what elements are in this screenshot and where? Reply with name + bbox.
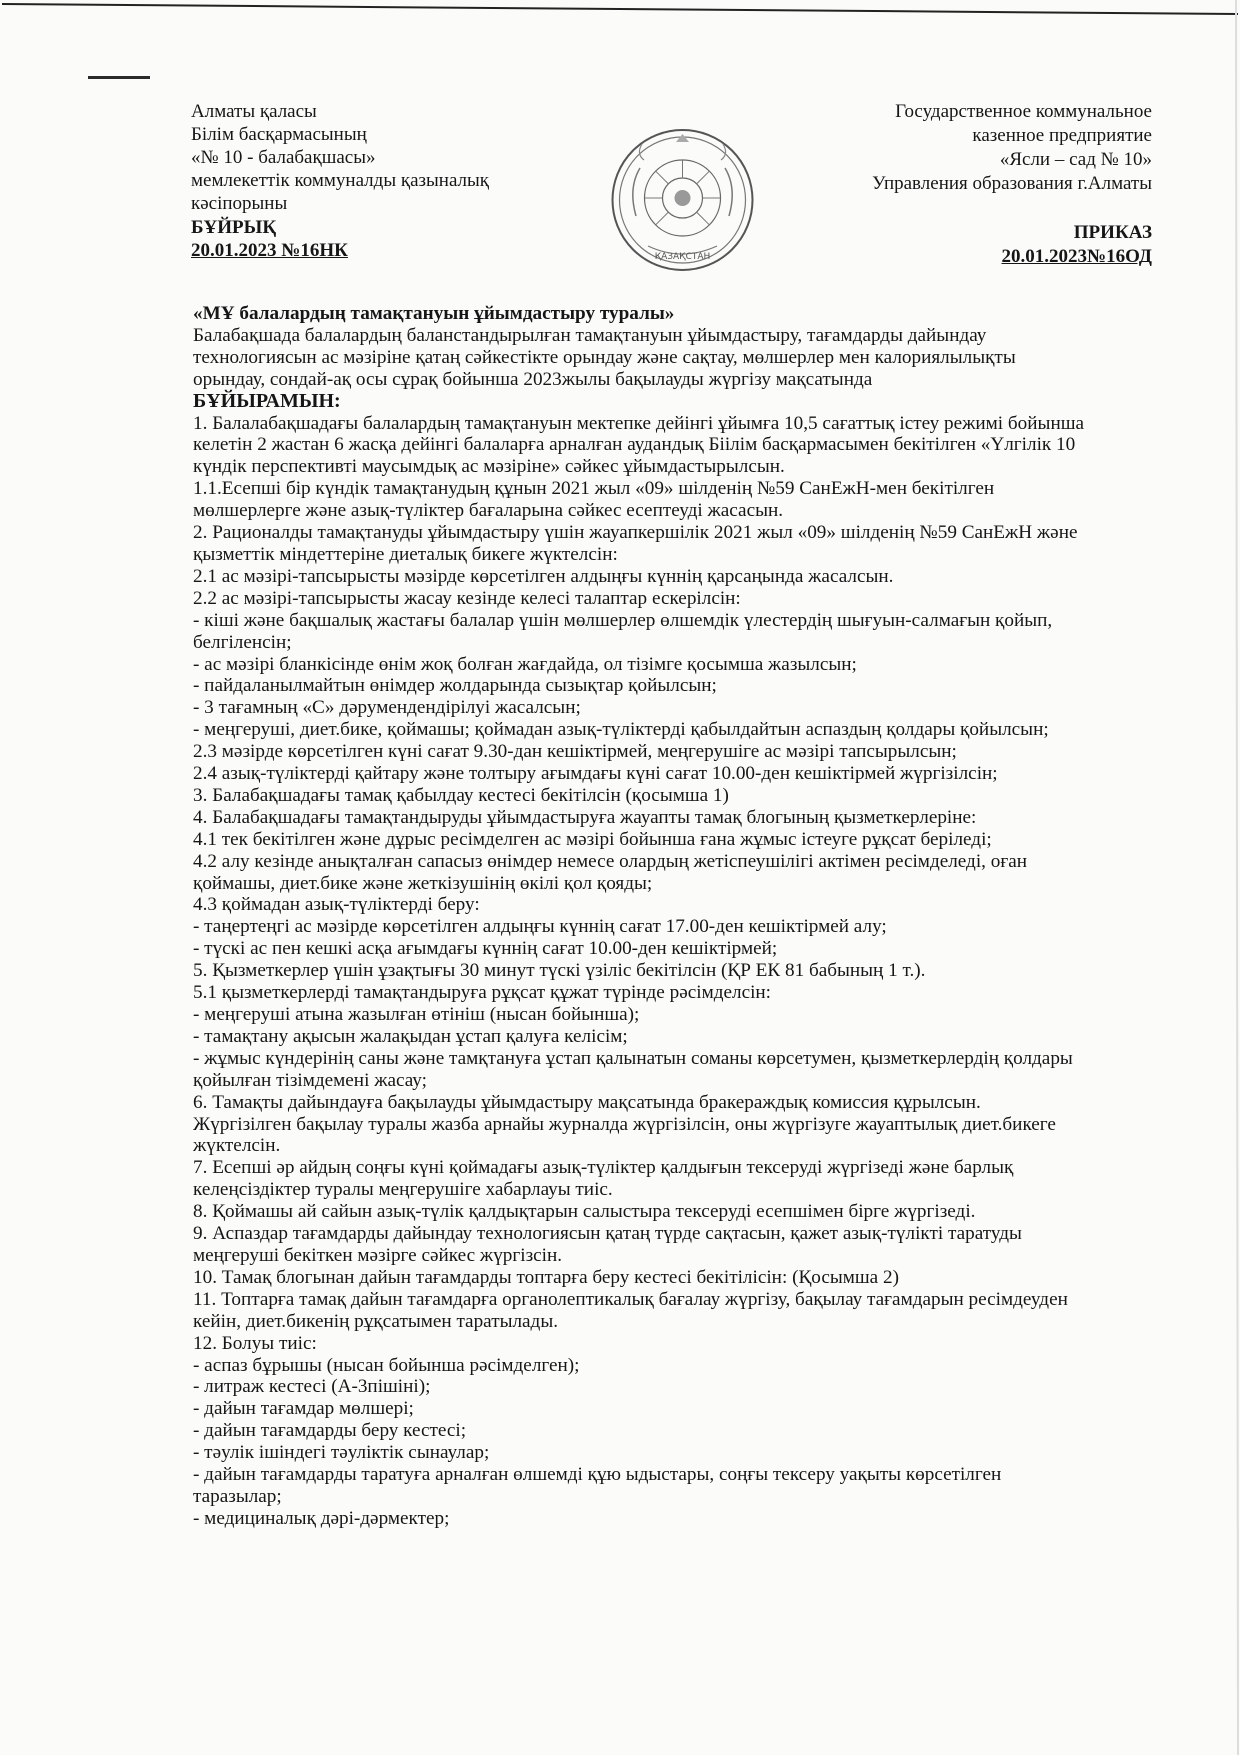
order-item-line: - дайын тағамдарды таратуға арналған өлшемді құю ыдыстары, соңғы тексеру уақыты көрсетілген <box>193 1464 1002 1486</box>
header-right-line: «Ясли – сад № 10» <box>999 149 1152 170</box>
document-title: «МҰ балалардың тамақтануын ұйымдастыру туралы» <box>193 303 675 324</box>
doc-number-russian: 20.01.2023№16ОД <box>1001 246 1152 267</box>
order-item-line: 5. Қызметкерлер үшін ұзақтығы 30 минут түскі үзіліс бекітілсін (ҚР ЕК 81 бабының 1 т.). <box>193 960 926 982</box>
preamble-line: орындау, сондай-ақ осы сұрақ бойынша 2023жылы бақылауды жүргізу мақсатында <box>193 368 873 390</box>
header-left-line: кәсіпорыны <box>191 193 288 214</box>
order-item-line: 4.2 алу кезінде анықталған сапасыз өнімдер немесе олардың жетіспеушілігі актімен ресімделеді, оған <box>193 850 1027 872</box>
header-left-kazakh <box>191 100 571 262</box>
order-item-line: 4.1 тек бекітілген және дұрыс ресімделген ас мәзірі бойынша ғана жұмыс істеуге рұқсат беріледі; <box>193 828 992 850</box>
order-item-line: - жұмыс күндерінің саны және тамқтануға ұстап қалынатын соманы көрсетумен, қызметкерлердің қолдары <box>193 1047 1073 1069</box>
order-item-line: - дайын тағамдар мөлшері; <box>193 1398 414 1420</box>
order-item-line: 7. Есепші әр айдың соңғы күні қоймадағы азық-түліктер қалдығын тексеруді жүргізеді және барлық <box>193 1157 1014 1179</box>
order-item-line: - 3 тағамның «С» дәрумендендірілуі жасалсын; <box>193 697 581 719</box>
document-body <box>193 303 1163 1530</box>
order-item-line: таразылар; <box>193 1485 282 1507</box>
header-left-line: Алматы қаласы <box>191 101 317 122</box>
order-item-line: 4.3 қоймадан азық-түліктерді беру: <box>193 894 480 916</box>
order-items <box>193 413 1163 1530</box>
doc-number-kazakh: 20.01.2023 №16НК <box>191 240 348 261</box>
order-item-line: 2.1 ас мәзірі-тапсырысты мәзірде көрсетілген алдыңғы күннің қарсаңында жасалсын. <box>193 565 894 587</box>
order-item-line: - пайдаланылмайтын өнімдер жолдарында сызықтар қойылсын; <box>193 675 717 697</box>
order-item-line: мөлшерлерге және азық-түліктер бағаларына сәйкес есептеуді жасасын. <box>193 500 784 522</box>
header-left-line: мемлекеттік коммуналды қазыналық <box>191 170 490 191</box>
header-left-line: «№ 10 - балабақшасы» <box>191 147 376 168</box>
emblem-caption: ҚАЗАҚСТАН <box>654 252 711 262</box>
order-item-line: 2. Рационалды тамақтануды ұйымдастыру үшін жауапкершілік 2021 жыл «09» шілденің №59 СанЕжН және <box>193 522 1078 544</box>
order-item-line: келетін 2 жастан 6 жасқа дейінгі балаларға арналған аудандық Біілім басқармасымен бекітілген «Үлгілік 10 <box>193 434 1076 456</box>
order-item-line: - түскі ас пен кешкі асқа ағымдағы күннің сағат 10.00-ден кешіктірмей; <box>193 938 778 960</box>
header-right-line: казенное предприятие <box>972 125 1152 146</box>
order-item-line: белгіленсін; <box>193 631 292 653</box>
preamble-line: технологиясын ас мәзіріне қатаң сәйкестікте орындау және сақтау, мөлшерлер мен калориялылықты <box>193 346 1016 368</box>
order-item-line: 9. Аспаздар тағамдарды дайындау технологиясын қатаң түрде сақтасын, қажет азық-түлікті таратуды <box>193 1223 1022 1245</box>
preamble <box>193 325 1163 391</box>
order-item-line: 12. Болуы тиіс: <box>193 1332 317 1354</box>
order-item-line: 11. Топтарға тамақ дайын тағамдарға органолептикалық бағалау жүргізу, бақылау тағамдарын ресімдеуден <box>193 1288 1068 1310</box>
order-item-line: - дайын тағамдарды беру кестесі; <box>193 1420 467 1442</box>
order-item-line: - тәулік ішіндегі тәуліктік сынаулар; <box>193 1442 490 1464</box>
state-emblem-icon <box>610 128 755 276</box>
order-item-line: Жүргізілген бақылау туралы жазба арнайы журналда жүргізілсін, оны жүргізуге жауаптылық диет.бикеге <box>193 1113 1056 1135</box>
order-item-line: 10. Тамақ блогынан дайын тағамдарды топтарға беру кестесі бекітілісін: (Қосымша 2) <box>193 1266 899 1288</box>
order-item-line: 2.3 мәзірде көрсетілген күні сағат 9.30-дан кешіктірмей, меңгерушіге ас мәзірі тапсырылсын; <box>193 741 957 763</box>
header-right-russian <box>732 100 1152 269</box>
order-item-line: қойылған тізімдемені жасау; <box>193 1069 427 1091</box>
order-item-line: - медициналық дәрі-дәрмектер; <box>193 1507 450 1529</box>
order-item-line: 1.1.Есепші бір күндік тамақтанудың құнын 2021 жыл «09» шілденің №59 СанЕжН-мен бекітілген <box>193 478 995 500</box>
order-item-line: - таңертеңгі ас мәзірде көрсетілген алдыңғы күннің сағат 17.00-ден кешіктірмей алу; <box>193 916 887 938</box>
order-item-line: - меңгеруші, диет.бике, қоймашы; қоймадан азық-түліктерді қабылдайтын аспаздың қолдары қойылсын; <box>193 719 1049 741</box>
order-item-line: - аспаз бұрышы (нысан бойынша рәсімделген); <box>193 1354 580 1376</box>
order-item-line: жүктелсін. <box>193 1135 281 1157</box>
order-item-line: - тамақтану ақысын жалақыдан ұстап қалуға келісім; <box>193 1025 628 1047</box>
doc-kind-russian: ПРИКАЗ <box>1073 222 1152 243</box>
order-item-line: 2.2 ас мәзірі-тапсырысты жасау кезінде келесі талаптар ескерілсін: <box>193 587 741 609</box>
doc-kind-kazakh: БҰЙРЫҚ <box>191 217 277 238</box>
header-right-line: Управления образования г.Алматы <box>872 173 1152 194</box>
order-item-line: 3. Балабақшадағы тамақ қабылдау кестесі бекітілсін (қосымша 1) <box>193 784 729 806</box>
order-item-line: 6. Тамақты дайындауға бақылауды ұйымдастыру мақсатында бракераждық комиссия құрылсын. <box>193 1091 981 1113</box>
order-word: БҰЙЫРАМЫН: <box>193 389 341 412</box>
order-item-line: - ас мәзірі бланкісінде өнім жоқ болған жағдайда, ол тізімге қосымша жазылсын; <box>193 653 857 675</box>
order-item-line: 8. Қоймашы ай сайын азық-түлік қалдықтарын салыстыра тексеруді есепшімен бірге жүргізеді. <box>193 1201 976 1223</box>
header-left-line: Білім басқармасының <box>191 124 367 145</box>
order-item-line: 4. Балабақшадағы тамақтандыруды ұйымдастыруға жауапты тамақ блогының қызметкерлеріне: <box>193 806 977 828</box>
order-item-line: 1. Балалабақшадағы балалардың тамақтануын мектепке дейінгі ұйымға 10,5 сағаттық істеу режимі бойынша <box>193 412 1085 434</box>
order-item-line: келеңсіздіктер туралы меңгерушіге хабарлауы тиіс. <box>193 1179 613 1201</box>
preamble-line: Балабақшада балалардың баланстандырылған тамақтануын ұйымдастыру, тағамдарды дайындау <box>193 324 987 346</box>
order-item-line: - меңгеруші атына жазылған өтініш (нысан бойынша); <box>193 1004 640 1025</box>
scan-mark <box>88 76 150 79</box>
header-right-line: Государственное коммунальное <box>895 101 1152 122</box>
order-item-line: кейін, диет.бикенің рұқсатымен таратылады. <box>193 1310 559 1332</box>
order-item-line: қоймашы, диет.бике және жеткізушінің өкілі қол қояды; <box>193 872 653 894</box>
order-item-line: 5.1 қызметкерлерді тамақтандыруға рұқсат құжат түрінде рәсімделсін: <box>193 982 772 1004</box>
order-item-line: 2.4 азық-түліктерді қайтару және толтыру ағымдағы күні сағат 10.00-ден кешіктірмей жүргізілсін; <box>193 763 998 785</box>
order-item-line: - литраж кестесі (А-3пішіні); <box>193 1376 431 1398</box>
order-item-line: күндік перспективті маусымдық ас мәзіріне» сәйкес ұйымдастырылсын. <box>193 456 785 478</box>
order-item-line: меңгеруші бекіткен мәзірге сәйкес жүргізсін. <box>193 1244 563 1266</box>
order-item-line: қызметтік міндеттеріне диеталық бикеге жүктелсін: <box>193 543 618 565</box>
order-item-line: - кіші және бақшалық жастағы балалар үшін мөлшерлер өлшемдік үлестердің шығуын-салмағын қойып, <box>193 609 1053 631</box>
